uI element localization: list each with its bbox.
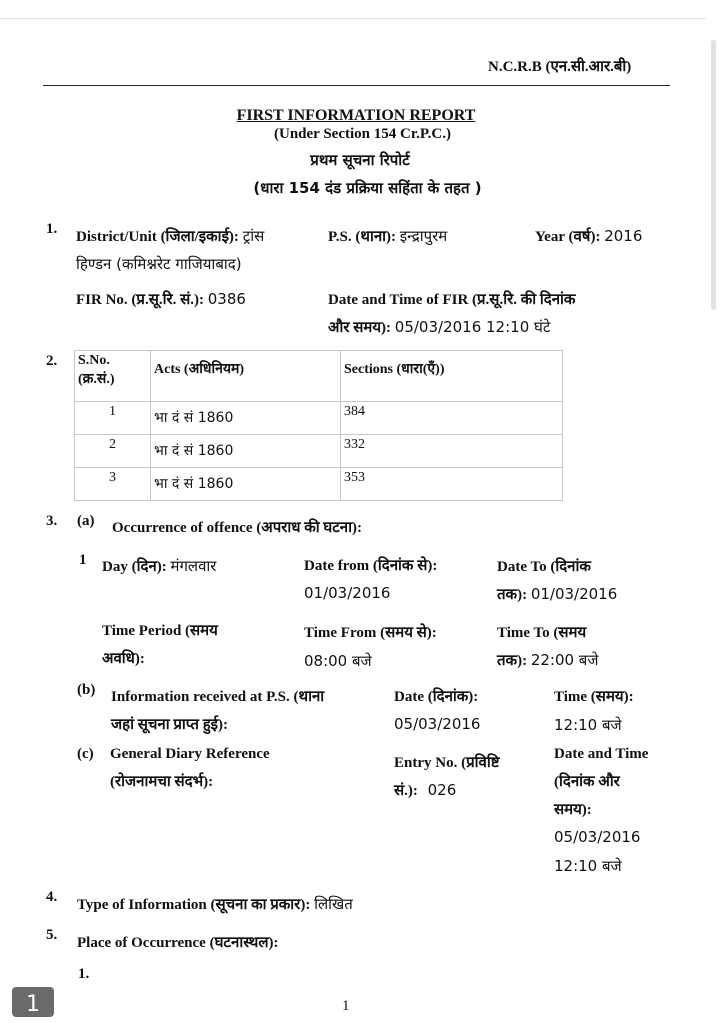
entry-no-label-2: सं.): xyxy=(394,783,418,799)
page-indicator-badge[interactable]: 1 xyxy=(12,987,54,1017)
acts-table-header xyxy=(75,351,563,402)
received-time-value: 12:10 बजे xyxy=(554,716,622,734)
received-date-label: Date (दिनांक): xyxy=(394,689,479,705)
fir-number-field xyxy=(76,289,246,309)
entry-no-value: 026 xyxy=(427,781,457,799)
acts-table xyxy=(74,350,563,501)
row-act: भा दं सं 1860 xyxy=(151,468,341,501)
sno-header xyxy=(75,351,151,402)
title-hi: प्रथम सूचना रिपोर्ट xyxy=(310,151,410,169)
row-section: 384 xyxy=(341,402,563,435)
sub-a-label: (a) xyxy=(77,513,95,529)
received-time-label: Time (समय): xyxy=(554,689,634,705)
place-item-number: 1. xyxy=(78,966,90,982)
fir-number-value: 0386 xyxy=(207,290,246,308)
section-4-number: 4. xyxy=(46,889,58,905)
occurrence-title: Occurrence of offence (अपराध की घटना): xyxy=(112,520,362,536)
place-of-occurrence-label: Place of Occurrence (घटनास्थल): xyxy=(77,935,279,951)
date-to-value: 01/03/2016 xyxy=(530,585,618,603)
fir-datetime-value: 05/03/2016 12:10 घंटे xyxy=(394,318,551,336)
acts-header: Acts (अधिनियम) xyxy=(151,351,341,402)
table-row xyxy=(75,435,563,468)
district-value: ट्रांस xyxy=(242,227,265,245)
received-date-value: 05/03/2016 xyxy=(394,715,481,733)
time-period-label: Time Period (समय xyxy=(102,623,218,639)
info-received-label-2: जहां सूचना प्राप्त हुई): xyxy=(111,717,229,733)
date-to-field xyxy=(497,584,617,604)
time-from-value: 08:00 बजे xyxy=(304,652,372,670)
info-type-value: लिखित xyxy=(314,895,353,913)
row-act: भा दं सं 1860 xyxy=(151,402,341,435)
fir-datetime-field xyxy=(328,317,550,337)
ps-field xyxy=(328,226,447,246)
row-sno: 3 xyxy=(75,468,151,501)
fir-datetime-label: Date and Time of FIR (प्र.सू.रि. की दिनांक xyxy=(328,292,576,308)
entry-no-label: Entry No. (प्रविष्टि xyxy=(394,755,500,771)
scrollbar-thumb[interactable] xyxy=(711,40,716,310)
entry-no-field xyxy=(394,780,456,800)
section-1-number: 1. xyxy=(46,221,58,237)
sections-header: Sections (धारा(एँ)) xyxy=(341,351,563,402)
title-hi-sub: (धारा 154 दंड प्रक्रिया सहिंता के तहत ) xyxy=(253,179,482,197)
info-received-label: Information received at P.S. (थाना xyxy=(111,689,325,705)
time-to-label: Time To (समय xyxy=(497,625,587,641)
time-period-label-2: अवधि): xyxy=(102,651,145,667)
table-row xyxy=(75,468,563,501)
time-to-label-2: तक): xyxy=(497,653,528,669)
gd-time-value: 12:10 बजे xyxy=(554,857,622,875)
district-label: District/Unit (जिला/इकाई): xyxy=(76,229,239,245)
year-label: Year (वर्ष): xyxy=(535,229,601,245)
title-en: FIRST INFORMATION REPORT xyxy=(236,107,476,124)
gd-datetime-label: Date and Time xyxy=(554,746,649,762)
gd-datetime-label-3: समय): xyxy=(554,802,592,818)
section-3-number: 3. xyxy=(46,513,58,529)
fir-datetime-label-2: और समय): xyxy=(328,320,392,336)
occurrence-item-number: 1 xyxy=(79,552,87,568)
date-from-label: Date from (दिनांक से): xyxy=(304,558,438,574)
sub-b-label: (b) xyxy=(77,682,96,698)
page-number: 1 xyxy=(342,998,350,1014)
viewer-top-bar xyxy=(0,0,720,19)
info-type-field xyxy=(77,894,353,914)
section-2-number: 2. xyxy=(46,353,58,369)
year-field xyxy=(535,226,642,246)
sno-header-en: S.No. xyxy=(78,353,110,368)
row-sno: 1 xyxy=(75,402,151,435)
ps-value: इन्द्रापुरम xyxy=(399,227,448,245)
header-divider xyxy=(43,85,670,86)
sub-c-label: (c) xyxy=(77,746,94,762)
info-type-label: Type of Information (सूचना का प्रकार): xyxy=(77,897,311,913)
gd-reference-label-2: (रोजनामचा संदर्भ): xyxy=(110,774,214,790)
row-section: 332 xyxy=(341,435,563,468)
row-sno: 2 xyxy=(75,435,151,468)
ncrb-header: N.C.R.B (एन.सी.आर.बी) xyxy=(488,59,632,75)
gd-reference-label: General Diary Reference xyxy=(110,746,270,762)
district-value-cont: हिण्डन (कमिश्नरेट गाजियाबाद) xyxy=(76,255,242,273)
sno-header-hi: (क्र.सं.) xyxy=(78,372,115,387)
year-value: 2016 xyxy=(604,227,643,245)
time-from-label: Time From (समय से): xyxy=(304,625,437,641)
gd-datetime-label-2: (दिनांक और xyxy=(554,774,620,790)
section-5-number: 5. xyxy=(46,927,58,943)
district-field xyxy=(76,226,264,246)
time-to-field xyxy=(497,650,599,670)
row-section: 353 xyxy=(341,468,563,501)
title-en-sub: (Under Section 154 Cr.P.C.) xyxy=(274,126,451,142)
date-to-label-2: तक): xyxy=(497,587,528,603)
time-to-value: 22:00 बजे xyxy=(530,651,599,669)
day-label: Day (दिन): xyxy=(102,559,167,575)
day-field xyxy=(102,556,216,576)
date-from-value: 01/03/2016 xyxy=(304,584,391,602)
day-value: मंगलवार xyxy=(170,557,217,575)
table-row xyxy=(75,402,563,435)
fir-number-label: FIR No. (प्र.सू.रि. सं.): xyxy=(76,292,204,308)
gd-date-value: 05/03/2016 xyxy=(554,828,641,846)
row-act: भा दं सं 1860 xyxy=(151,435,341,468)
date-to-label: Date To (दिनांक xyxy=(497,559,591,575)
ps-label: P.S. (थाना): xyxy=(328,229,397,245)
